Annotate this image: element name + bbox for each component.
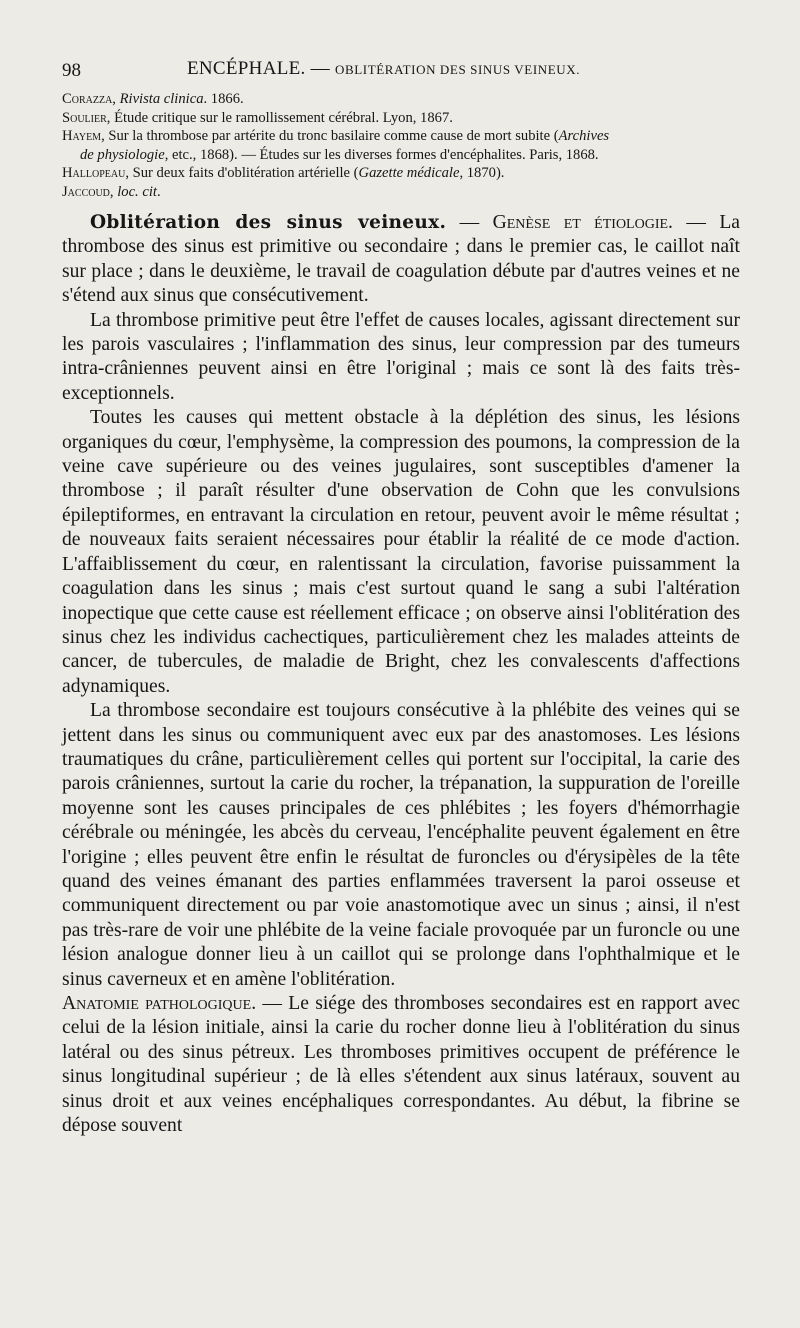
- bibliography-author: Corazza,: [62, 91, 116, 107]
- bibliography-entry-continuation: de physiologie, etc., 1868). — Études sur les diverses formes d'encéphalites. Paris, 1868.: [80, 146, 599, 163]
- page-number: 98: [62, 60, 81, 81]
- running-title-main: ENCÉPHALE.: [187, 58, 306, 79]
- running-title-separator: —: [305, 58, 335, 79]
- anatomy-subhead: Anatomie pathologique.: [62, 993, 257, 1014]
- running-title-sub: OBLITÉRATION DES SINUS VEINEUX.: [334, 62, 581, 77]
- bibliography-entry: Corazza, Rivista clinica. 1866.: [62, 91, 244, 107]
- bibliography-author: Jaccoud,: [62, 183, 114, 200]
- bibliography-entry: Jaccoud, loc. cit.: [62, 183, 161, 200]
- section-title: Oblitération des sinus veineux.: [90, 212, 447, 233]
- section-intro-paragraph: Oblitération des sinus veineux. — Genèse et étiologie. — La thrombose des sinus est primitive ou secondaire ; dans le premier cas, le caillot naît sur place ; dans le deuxième, le travail de coagulation débute par d'autres veines et ne s'étend aux sinus que consécutivement.: [62, 212, 740, 307]
- paragraph: La thrombose secondaire est toujours consécutive à la phlébite des veines qui se jettent dans les sinus ou communiquent avec eux par des anastomoses. Les lésions traumatiques du crâne, particulièrement celles qui portent sur l'occipital, la carie des parois crâniennes, surtout la carie du rocher, la trépanation, la suppuration de l'oreille moyenne sont les causes principales de ces phlébites ; les foyers d'hémorrhagie cérébrale ou méningée, les abcès du cerveau, l'encéphalite peuvent également en être l'origine ; elles peuvent être enfin le résultat de furoncles ou d'érysipèles de la tête quand des veines émanant des parties enflammées traversent la paroi osseuse et communiquent directement ou par voie anastomotique avec un sinus ; ainsi, il n'est pas très-rare de voir une phlébite de la veine faciale provoquée par un furoncle ou une lésion analogue donner lieu à un caillot qui se prolonge dans l'ophthalmique et le sinus caverneux et en amène l'oblitération.: [62, 700, 740, 990]
- running-title: [187, 58, 580, 80]
- bibliography-author: Soulier,: [62, 109, 111, 126]
- bibliography-author: Hayem,: [62, 128, 105, 145]
- bibliography-entry: Soulier, Étude critique sur le ramollissement cérébral. Lyon, 1867.: [62, 109, 453, 126]
- running-header: [62, 58, 742, 84]
- body-text: [62, 211, 740, 1138]
- bibliography-entry: Hallopeau, Sur deux faits d'oblitération artérielle (Gazette médicale, 1870).: [62, 165, 505, 182]
- section-subhead: Genèse et étiologie.: [492, 212, 673, 233]
- paragraph: La thrombose primitive peut être l'effet de causes locales, agissant directement sur les parois vasculaires ; l'inflammation des sinus, leur compression par des tumeurs intra-crâniennes peuvent ainsi en être l'original ; mais ce sont là des faits très-exceptionnels.: [62, 309, 740, 404]
- bibliography: [62, 90, 752, 202]
- paragraph: Toutes les causes qui mettent obstacle à la déplétion des sinus, les lésions organiques du cœur, l'emphysème, la compression des poumons, la compression de la veine cave supérieure ou des veines jugulaires, sont susceptibles d'amener la thrombose ; il paraît résulter d'une observation de Cohn que les convulsions épileptiformes, en entravant la circulation en retour, peuvent avoir le même résultat ; de nouveaux faits seraient nécessaires pour établir la réalité de ce mode d'action. L'affaiblissement du cœur, en ralentissant la circulation, favorise puissamment la coagulation dans les sinus ; mais c'est surtout quand le sang a subi l'altération inopectique que cette cause est réellement efficace ; on observe ainsi l'oblitération des sinus chez les individus cachectiques, particulièrement chez les malades atteints de cancer, de tubercules, de maladie de Bright, chez les convalescents d'affections adynamiques.: [62, 407, 740, 697]
- bibliography-author: Hallopeau,: [62, 165, 129, 182]
- anatomy-paragraph: Anatomie pathologique. — Le siége des thromboses secondaires est en rapport avec celui de la lésion initiale, ainsi la carie du rocher donne lieu à l'oblitération du sinus latéral ou des sinus pétreux. Les thromboses primitives occupent de préférence le sinus longitudinal supérieur ; de là elles s'étendent aux sinus latéraux, souvent au sinus droit et aux veines encéphaliques correspondantes. Au début, la fibrine se dépose souvent: [62, 993, 740, 1137]
- bibliography-entry: Hayem, Sur la thrombose par artérite du tronc basilaire comme cause de mort subite (Archives: [62, 128, 610, 145]
